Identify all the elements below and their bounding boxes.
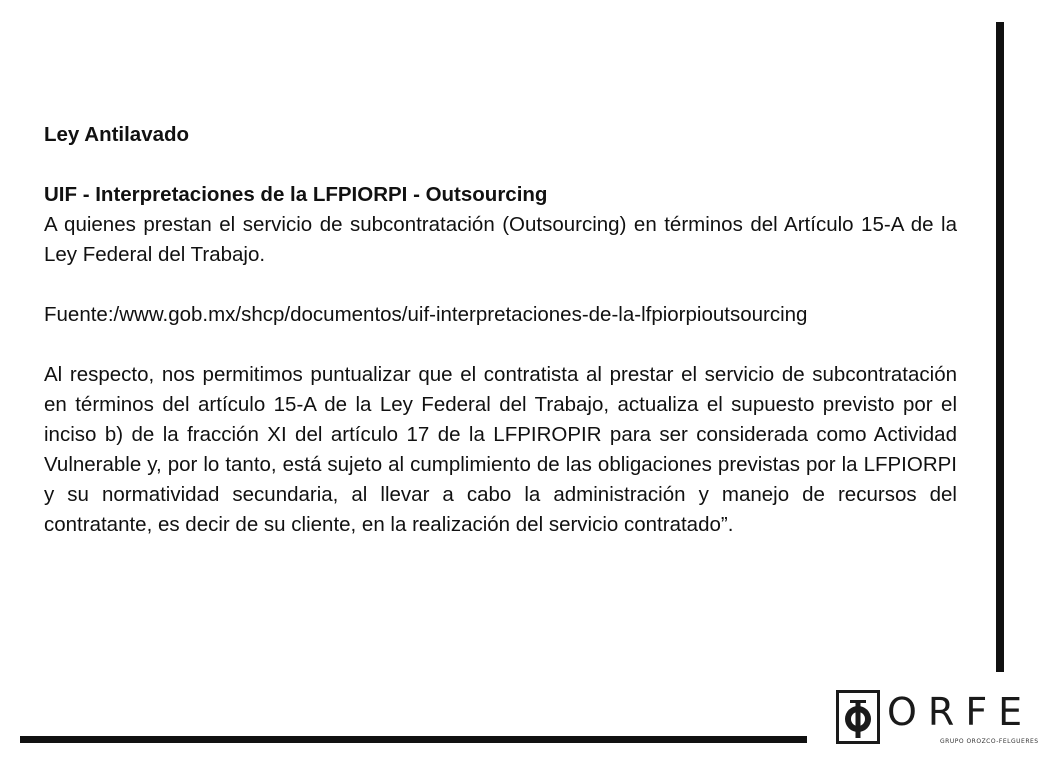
- slide-title: Ley Antilavado: [44, 123, 190, 146]
- logo-wordmark: ORFE: [887, 690, 1034, 734]
- source-line: Fuente:/www.gob.mx/shcp/documentos/uif-interpretaciones-de-la-lfpiorpioutsourcing: [44, 303, 808, 326]
- horizontal-divider: [20, 736, 807, 743]
- body-paragraph: Al respecto, nos permitimos puntualizar que el contratista al prestar el servicio de subcontratación en términos del artículo 15-A de la Ley Federal del Trabajo, actualiza el supuesto previsto por el inciso b) de la fracción XI del artículo 17 de la LFPIROPIR para ser considerada como Actividad Vulnerable y, por lo tanto, está sujeto al cumplimiento de las obligaciones previstas por la LFPIORPI y su normatividad secundaria, al llevar a cabo la administración y manejo de recursos del contratante, es decir de su cliente, en la realización del servicio contratado”.: [44, 363, 957, 536]
- spacer: [44, 150, 957, 180]
- slide-content: [44, 120, 957, 540]
- company-logo: [836, 690, 1039, 752]
- orfe-emblem-icon: [836, 690, 880, 744]
- spacer: [44, 270, 957, 300]
- section-heading: UIF - Interpretaciones de la LFPIORPI - Outsourcing: [44, 183, 548, 206]
- spacer: [44, 330, 957, 360]
- vertical-divider: [996, 22, 1004, 672]
- logo-tagline: GRUPO OROZCO-FELGUERES: [940, 738, 1039, 745]
- intro-paragraph: A quienes prestan el servicio de subcontratación (Outsourcing) en términos del Artículo 15-A de la Ley Federal del Trabajo.: [44, 213, 957, 266]
